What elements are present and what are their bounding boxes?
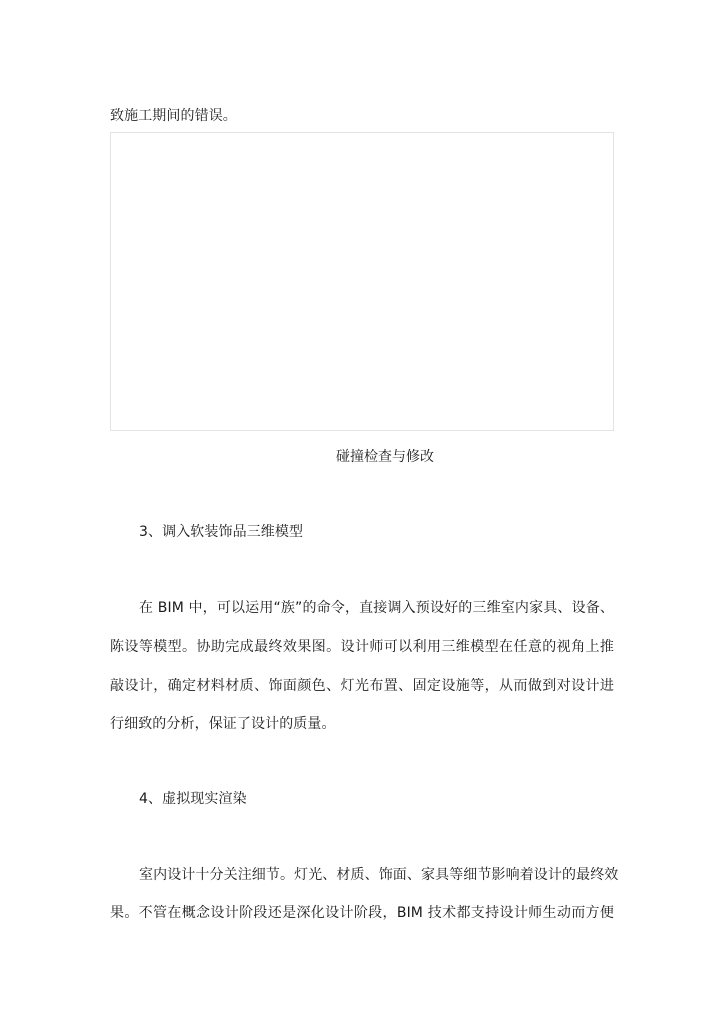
intro-tail-text: 致施工期间的错误。 bbox=[110, 108, 237, 124]
section3-paragraph-line: 敲设计，确定材料材质、饰面颜色、灯光布置、固定设施等，从而做到对设计进 bbox=[110, 678, 614, 694]
section4-heading: 4、虚拟现实渲染 bbox=[139, 791, 247, 807]
section3-heading: 3、调入软装饰品三维模型 bbox=[139, 524, 304, 540]
section4-paragraph-line: 室内设计十分关注细节。灯光、材质、饰面、家具等细节影响着设计的最终效 bbox=[139, 867, 619, 883]
section4-paragraph-line: 果。不管在概念设计阶段还是深化设计阶段，BIM 技术都支持设计师生动而方便 bbox=[110, 905, 614, 921]
collision-check-figure bbox=[110, 132, 614, 431]
section3-paragraph-line: 陈设等模型。协助完成最终效果图。设计师可以利用三维模型在任意的视角上推 bbox=[110, 639, 614, 655]
section3-paragraph-line: 在 BIM 中，可以运用“族”的命令，直接调入预设好的三维室内家具、设备、 bbox=[139, 600, 614, 616]
figure-caption: 碰撞检查与修改 bbox=[336, 449, 434, 465]
section3-paragraph-line: 行细致的分析，保证了设计的质量。 bbox=[110, 716, 336, 732]
